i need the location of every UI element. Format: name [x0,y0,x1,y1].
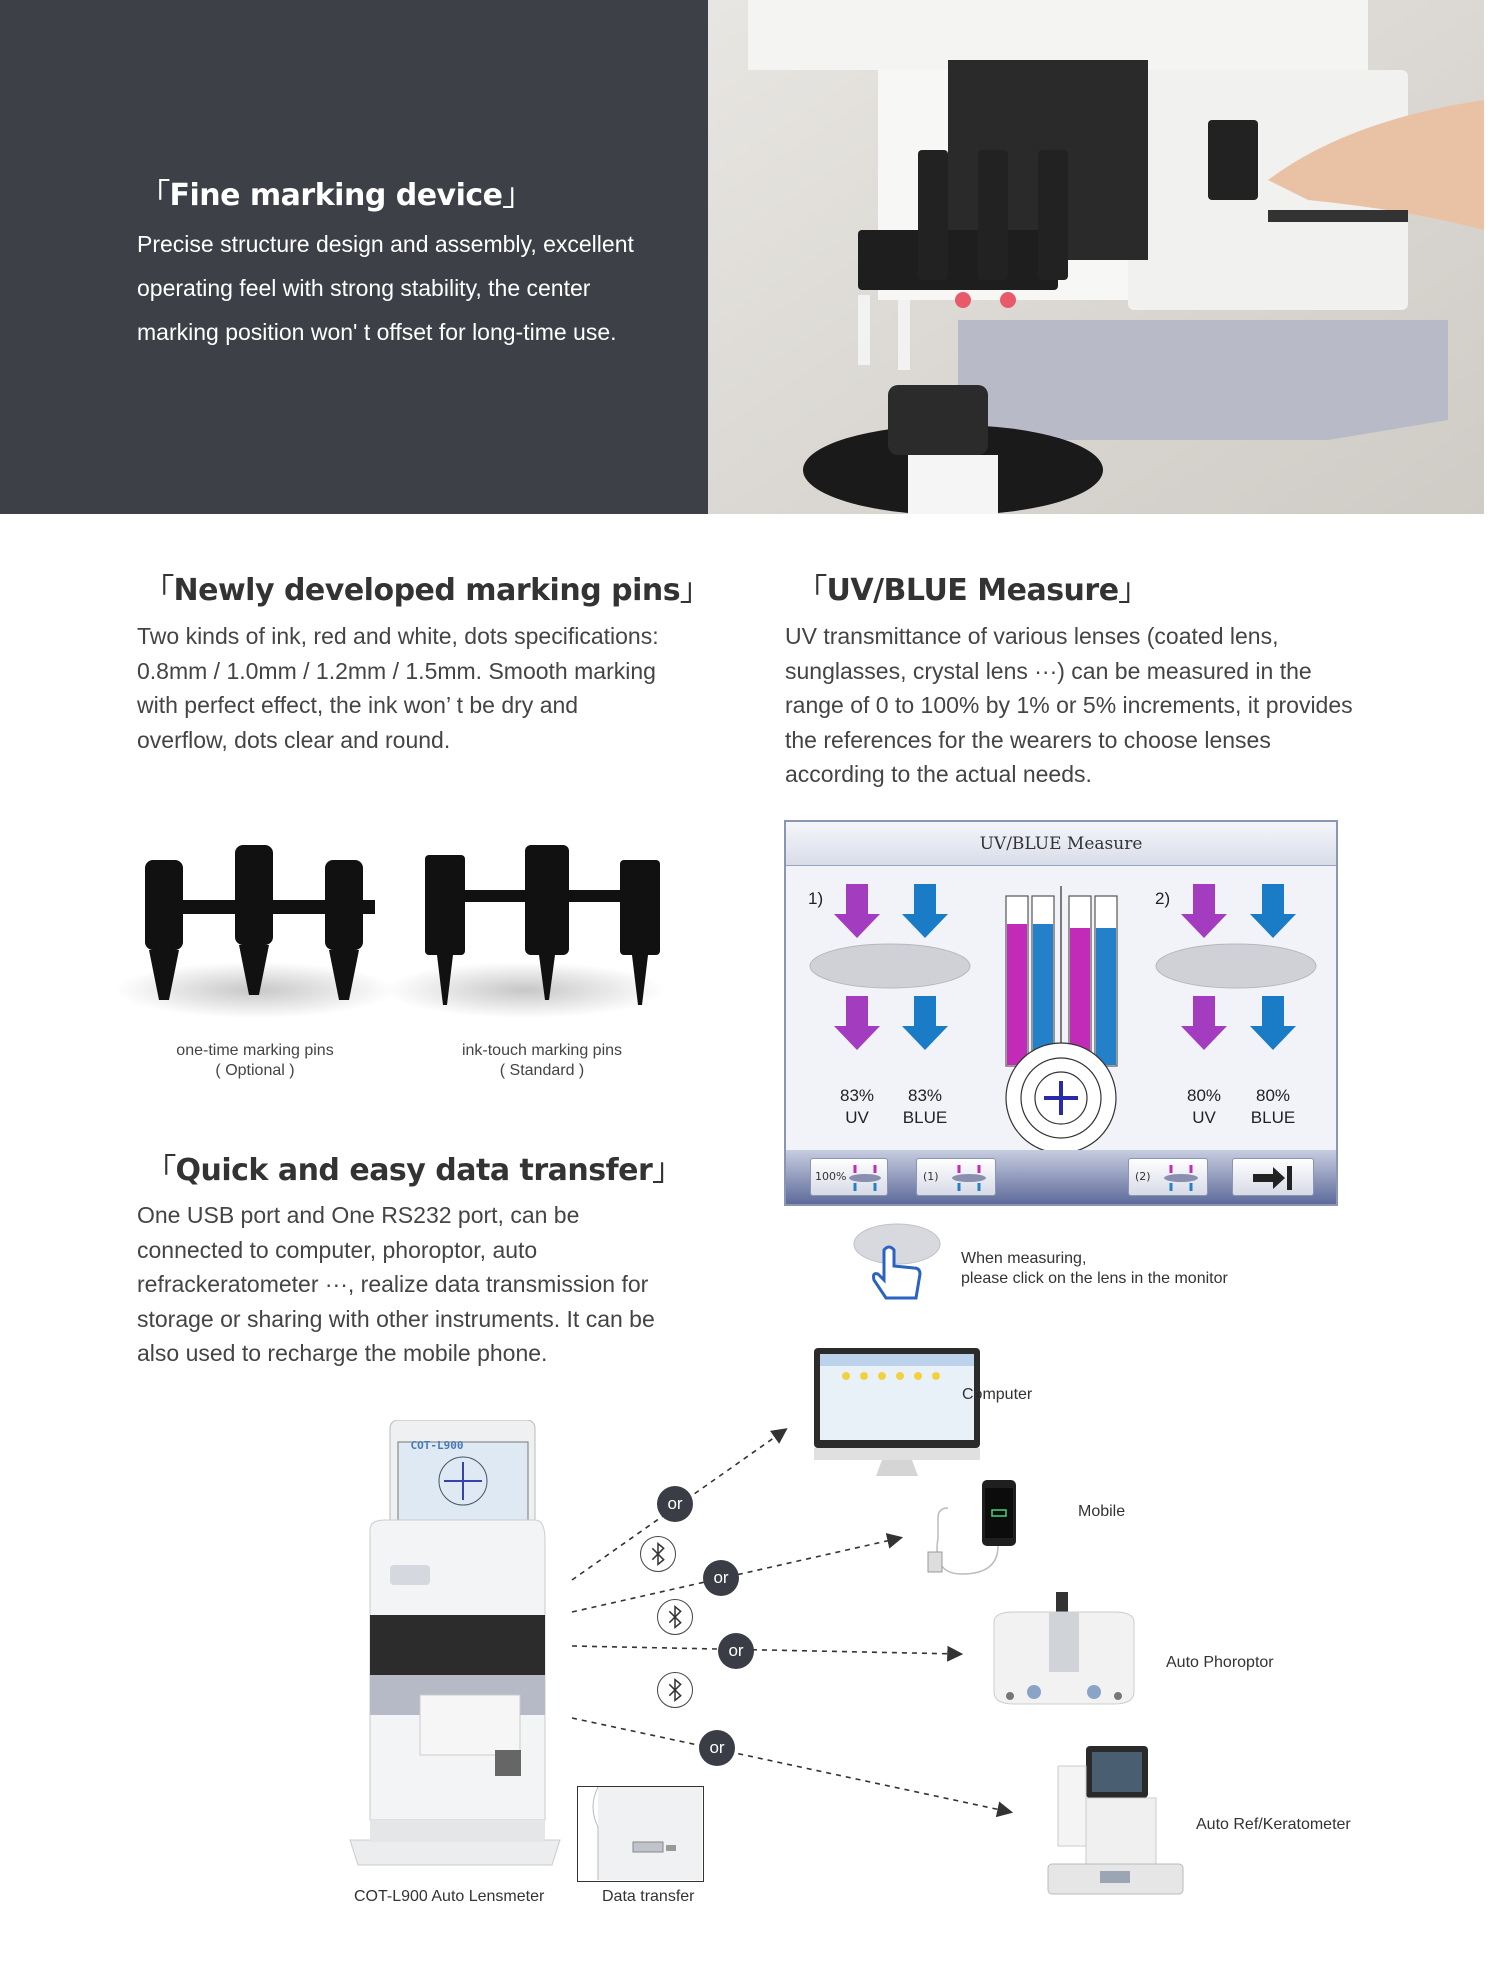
lens-icon [947,1163,991,1193]
pins-line: with perfect effect, the ink won’ t be dry and [137,692,579,718]
uv-line: sunglasses, crystal lens ···) can be measured in the [785,657,1312,684]
marking-device-photo [708,0,1484,514]
phoroptor-label: Auto Phoroptor [1166,1654,1274,1671]
uv-line: range of 0 to 100% by 1% or 5% increments, it provides [785,692,1353,718]
value-label: BLUE [1250,1108,1296,1127]
pins-line: overflow, dots clear and round. [137,726,451,753]
hint-line: please click on the lens in the monitor [961,1270,1228,1287]
transfer-title: 「Quick and easy data transfer」 [146,1153,682,1188]
transfer-line: refrackeratometer ···, realize data transmission for [137,1271,649,1297]
bluetooth-icon [657,1672,693,1708]
marking-pins-image [115,840,675,1020]
uv-description [785,619,1385,792]
or-badge: or [657,1486,693,1522]
touch-lens-icon [850,1222,945,1306]
hero-section [0,0,1484,514]
value-text: 83% [907,1086,943,1105]
or-badge: or [703,1560,739,1596]
right-blue-value [1248,1085,1298,1129]
target-icon [1006,1043,1116,1153]
uv-line: UV transmittance of various lenses (coated lens, [785,623,1279,649]
value-text: 83% [839,1086,875,1105]
lens-icon [845,1163,885,1193]
transfer-line: storage or sharing with other instruments. It can be [137,1305,655,1332]
pins-title: 「Newly developed marking pins」 [144,573,710,608]
device-screen-label: COT-L900 [410,1439,464,1452]
btn-label: 100% [815,1170,847,1183]
caption-line: ( Optional ) [215,1062,295,1079]
value-label: UV [1192,1108,1216,1127]
btn-lens-1[interactable] [916,1158,996,1196]
hero-description [137,222,697,354]
transfer-line: connected to computer, phoroptor, auto [137,1236,538,1263]
left-uv-value [832,1085,882,1129]
mobile-icon [912,1478,1022,1583]
transfer-line: also used to recharge the mobile phone. [137,1340,548,1366]
mobile-label: Mobile [1078,1503,1126,1520]
caption-ink-touch-pins [437,1041,647,1081]
computer-icon [812,1346,982,1481]
uv-title: 「UV/BLUE Measure」 [797,573,1149,608]
value-label: UV [845,1108,869,1127]
or-badge: or [699,1730,735,1766]
transfer-description [137,1198,737,1371]
value-text: 80% [1255,1086,1291,1105]
hero-line: Precise structure design and assembly, excellent [137,231,634,257]
hero-line: marking position won' t offset for long-time use. [137,319,617,345]
hint-line: When measuring, [961,1250,1087,1267]
lens-icon [1159,1163,1203,1193]
data-transfer-caption: Data transfer [602,1888,695,1905]
pins-description [137,619,697,757]
uv-arrow-icon [834,884,880,938]
uv-screen-toolbar [786,1150,1336,1204]
lens2-label: 2) [1155,889,1171,908]
uv-line: according to the actual needs. [785,761,1092,787]
keratometer-label: Auto Ref/Keratometer [1196,1816,1351,1833]
uv-blue-measure-screen [784,820,1338,1206]
exit-button[interactable] [1232,1158,1314,1196]
pins-line: Two kinds of ink, red and white, dots specifications: [137,623,659,649]
phoroptor-icon [984,1592,1144,1710]
uv-line: the references for the wearers to choose lenses [785,726,1271,753]
value-label: BLUE [902,1108,948,1127]
caption-line: ink-touch marking pins [461,1042,623,1059]
caption-line: one-time marking pins [176,1042,334,1059]
lensmeter-device-image [340,1420,570,1870]
lens1-label: 1) [808,889,824,908]
device-caption: COT-L900 Auto Lensmeter [354,1888,545,1905]
hero-line: operating feel with strong stability, the center [137,275,591,301]
left-blue-value [900,1085,950,1129]
right-uv-value [1179,1085,1229,1129]
transfer-line: One USB port and One RS232 port, can be [137,1202,580,1228]
exit-arrow-icon [1251,1163,1297,1193]
btn-label: (1) [923,1170,939,1183]
measure-hint [961,1249,1228,1289]
btn-lens-2[interactable] [1128,1158,1208,1196]
caption-one-time-pins [155,1041,355,1081]
btn-100-percent[interactable] [810,1158,888,1196]
uv-screen-header: UV/BLUE Measure [786,822,1336,866]
caption-line: ( Standard ) [499,1062,585,1079]
keratometer-icon [1038,1746,1188,1902]
value-text: 80% [1186,1086,1222,1105]
blue-arrow-icon [902,884,948,938]
bluetooth-icon [657,1599,693,1635]
hero-text-panel [0,0,708,514]
btn-label: (2) [1135,1170,1151,1183]
bluetooth-icon [640,1536,676,1572]
computer-label: Computer [962,1386,1033,1403]
hero-title: 「Fine marking device」 [140,178,533,213]
pins-line: 0.8mm / 1.0mm / 1.2mm / 1.5mm. Smooth marking [137,657,656,684]
or-badge: or [718,1633,754,1669]
